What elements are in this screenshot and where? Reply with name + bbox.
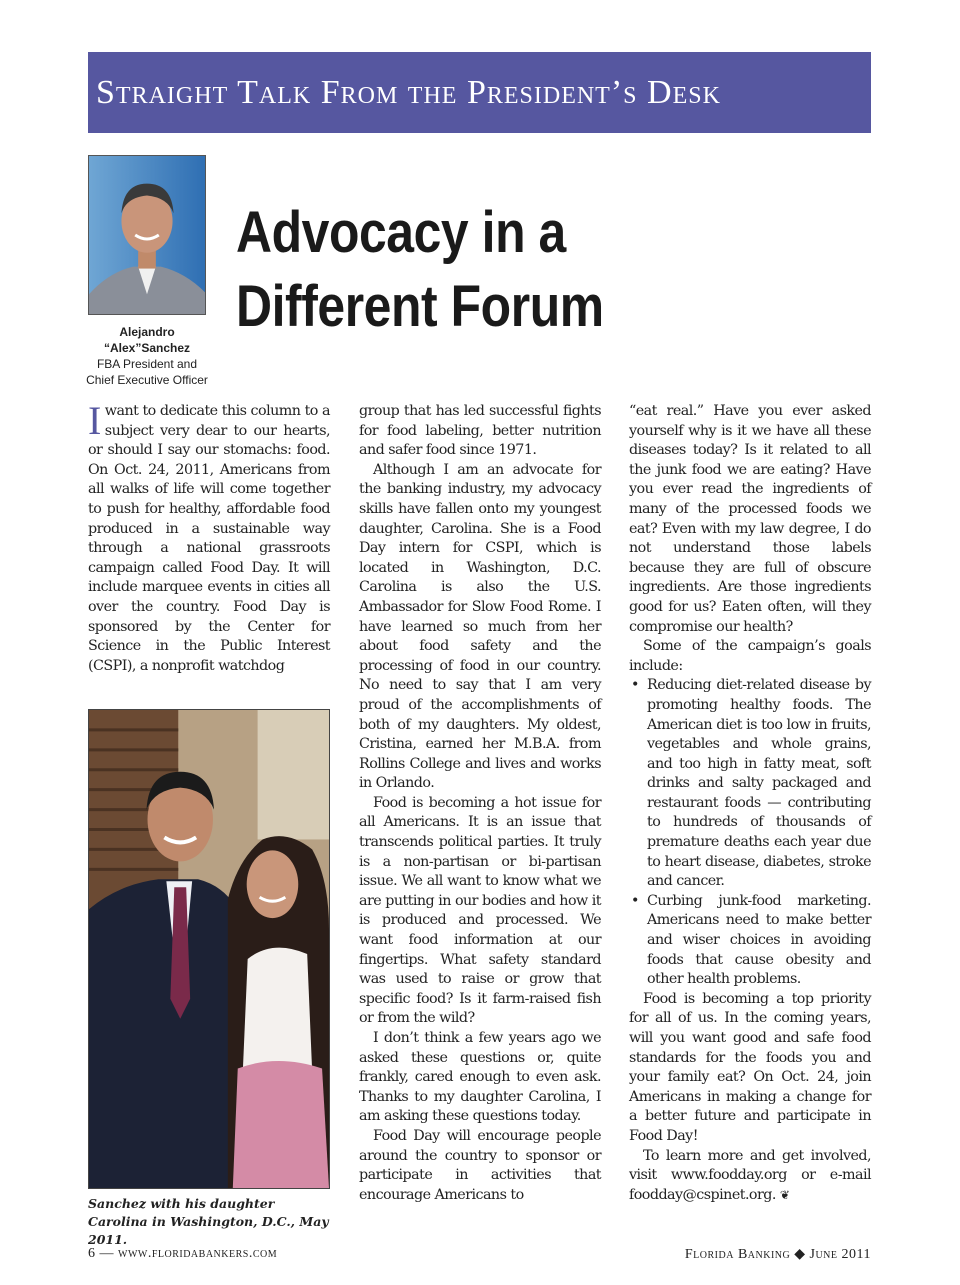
author-name-line2: “Alex”Sanchez <box>103 341 191 355</box>
author-title-line2: Chief Executive Officer <box>86 373 208 387</box>
paragraph: Food is becoming a top priority for all of us. In the coming years, will you want good and safe food standards for the foods you and your family eat? On Oct. 24, join Americans in making a change for a better future and participate in Food Day! <box>629 990 871 1144</box>
headline-line1: Advocacy in a <box>236 200 566 265</box>
article-headline <box>236 196 769 344</box>
footer-publication <box>685 1246 871 1263</box>
end-mark-icon: ❦ <box>779 1187 790 1202</box>
paragraph-text: To learn more and get involved, visit www.foodday.org or e-mail foodday@cspinet.org. <box>629 1147 871 1203</box>
paragraph: Some of the campaign’s goals include: <box>629 638 871 674</box>
paragraph-text: want to dedicate this column to a subject very dear to our hearts, or should I say our stomachs: food. On Oct. 24, 2011, Americans from all walks of life will come together to push for healthy, affordable food produced in a sustainable way through a national grassroots campaign called Food Day. It will include marquee events in cities all over the country. Food Day is sponsored by the Center for Science in the Public Interest (CSPI), a nonprofit watchdog <box>88 403 330 674</box>
author-name-line1: Alejandro <box>119 325 175 339</box>
photo-caption: Sanchez with his daughter Carolina in Washington, D.C., May 2011. <box>88 1196 329 1247</box>
issue-date: June 2011 <box>809 1247 871 1262</box>
article-column-3 <box>629 402 871 1205</box>
publication-name: Florida Banking <box>684 1247 791 1262</box>
paragraph: Although I am an advocate for the banking industry, my advocacy skills have fallen onto my youngest daughter, Carolina. She is a Food Day intern for CSPI, which is located in Washington, D.C. Carolina is also the U.S. Ambassador for Slow Food Rome. I have learned so much from her about food safety and the processing of food in our country. No need to say that I am very proud of the accomplishments of both of my daughters. My oldest, Cristina, earned her M.B.A. from Rollins College and lives and works in Orlando. <box>359 461 601 792</box>
banner-title: Straight Talk From the President’s Desk <box>96 73 721 111</box>
list-item: • Reducing diet-related disease by promoting healthy foods. The American diet is too low in fruits, vegetables and whole grains, and too high in fatty meat, soft drinks and salty packaged and restaurant foods — contributing to hundreds of thousands of premature deaths each year due to heart disease, diabetes, stroke and cancer. <box>647 676 871 892</box>
goals-list <box>629 676 871 990</box>
list-item: • Curbing junk-food marketing. Americans need to make better and wiser choices in avoiding foods that cause obesity and other health problems. <box>647 892 871 990</box>
headline-line2: Different Forum <box>236 274 604 339</box>
article-column-2 <box>359 402 601 1205</box>
article-column-1 <box>88 398 330 702</box>
section-banner <box>88 52 871 133</box>
author-portrait <box>88 155 206 315</box>
paragraph: “eat real.” Have you ever asked yourself why is it we have all these diseases today? Is it related to all the junk food we are eating? Have you ever read the ingredients of many of the processed foods we eat? Even with my law degree, I do not understand those labels because they are full of obscure ingredients. Are those ingredients good for us? Eaten often, will they compromise our health? <box>629 403 871 635</box>
paragraph <box>88 398 330 676</box>
article-photo <box>88 709 330 1189</box>
author-caption <box>86 324 208 388</box>
diamond-icon: ◆ <box>794 1247 806 1262</box>
author-title-line1: FBA President and <box>96 357 198 371</box>
paragraph: Food is becoming a hot issue for all Americans. It is an issue that transcends political parties. It truly is a non-partisan or bi-partisan issue. We all want to know what we are putting in our bodies and how it is produced and processed. We want food information at our fingertips. What safety standard was used to raise or grow that specific food? Is it farm-raised fish or from the wild? <box>359 794 601 1027</box>
paragraph: I don’t think a few years ago we asked these questions or, quite frankly, cared enough to even ask. Thanks to my daughter Carolina, I am asking these questions today. <box>359 1030 601 1125</box>
drop-cap: I <box>88 398 101 443</box>
footer-page-info: 6 — www.floridabankers.com <box>88 1246 278 1261</box>
paragraph: group that has led successful fights for food labeling, better nutrition and safer food since 1971. <box>359 403 601 459</box>
paragraph <box>629 1147 871 1206</box>
paragraph: Food Day will encourage people around the country to sponsor or participate in activities that encourage Americans to <box>359 1127 601 1203</box>
